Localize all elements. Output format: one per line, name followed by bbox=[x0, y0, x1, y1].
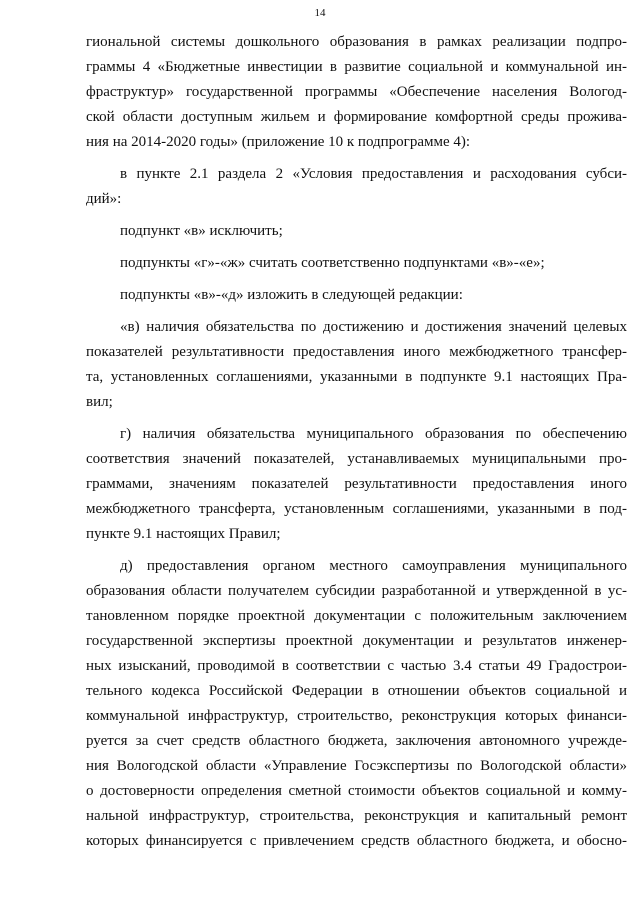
text-line: подпункты «в»-«д» изложить в следующей редакции: bbox=[120, 287, 463, 303]
text-line: о достоверности определения сметной стоимости объектов социальной и комму- bbox=[86, 783, 627, 799]
text-line: граммы 4 «Бюджетные инвестиции в развитие социальной и коммунальной ин- bbox=[86, 59, 627, 75]
text-line: подпункт «в» исключить; bbox=[120, 223, 283, 239]
text-line: ния Вологодской области «Управление Госэкспертизы по Вологодской области» bbox=[86, 758, 627, 774]
text-line: г) наличия обязательства муниципального образования по обеспечению bbox=[120, 426, 627, 442]
text-line: ных изысканий, проводимой в соответствии с частью 3.4 статьи 49 Градострои- bbox=[86, 658, 627, 674]
document-body bbox=[86, 30, 627, 854]
text-line: гиональной системы дошкольного образования в рамках реализации подпро- bbox=[86, 34, 627, 50]
text-line: ской области доступным жильем и формирование комфортной среды прожива- bbox=[86, 109, 627, 125]
text-line: тельного кодекса Российской Федерации в отношении объектов социальной и bbox=[86, 683, 627, 699]
text-line: показателей результативности предоставления иного межбюджетного трансфер- bbox=[86, 344, 627, 360]
text-line: ния на 2014-2020 годы» (приложение 10 к подпрограмме 4): bbox=[86, 134, 471, 150]
text-line: тановленном порядке проектной документации с положительным заключением bbox=[86, 608, 627, 624]
text-line: которых финансируется с привлечением средств областного бюджета, и обосно- bbox=[86, 833, 627, 849]
text-line: «в) наличия обязательства по достижению и достижения значений целевых bbox=[120, 319, 627, 335]
text-line: межбюджетного трансферта, установленным соглашениями, указанными в под- bbox=[86, 501, 627, 517]
text-line: д) предоставления органом местного самоуправления муниципального bbox=[120, 558, 627, 574]
text-line: фраструктур» государственной программы «Обеспечение населения Вологод- bbox=[86, 84, 627, 100]
text-line: дий»: bbox=[86, 191, 122, 207]
text-line: нальной инфраструктур, строительства, реконструкция и капитальный ремонт bbox=[86, 808, 627, 824]
text-line: коммунальной инфраструктур, строительство, реконструкция которых финанси- bbox=[86, 708, 627, 724]
text-line: пункте 9.1 настоящих Правил; bbox=[86, 526, 281, 542]
text-line: руется за счет средств областного бюджета, заключения автономного учрежде- bbox=[86, 733, 627, 749]
text-line: вил; bbox=[86, 394, 113, 410]
text-line: та, установленных соглашениями, указанными в подпункте 9.1 настоящих Пра- bbox=[86, 369, 627, 385]
text-line: в пункте 2.1 раздела 2 «Условия предоставления и расходования субси- bbox=[120, 166, 627, 182]
text-line: соответствия значений показателей, устанавливаемых муниципальными про- bbox=[86, 451, 627, 467]
page-number: 14 bbox=[314, 7, 326, 19]
text-line: образования области получателем субсидии разработанной и утвержденной в ус- bbox=[86, 583, 627, 599]
text-line: подпункты «г»-«ж» считать соответственно подпунктами «в»-«е»; bbox=[120, 255, 545, 271]
text-line: государственной экспертизы проектной документации и результатов инженер- bbox=[86, 633, 627, 649]
text-line: граммами, значениям показателей результативности предоставления иного bbox=[86, 476, 627, 492]
